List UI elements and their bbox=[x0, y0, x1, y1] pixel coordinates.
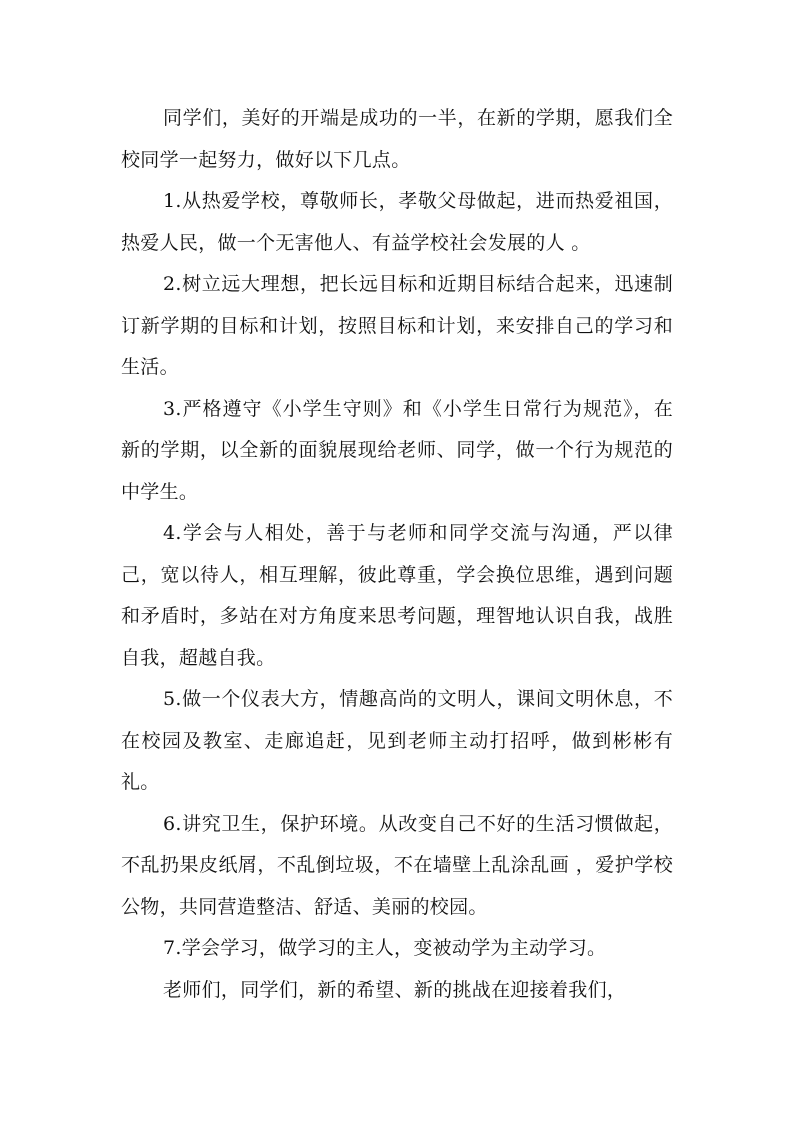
paragraph-point-4: 4.学会与人相处，善于与老师和同学交流与沟通，严以律己，宽以待人，相互理解，彼此尊重，学会换位思维，遇到问题和矛盾时，多站在对方角度来思考问题，理智地认识自我，战胜自我，超越自我。 bbox=[121, 522, 673, 669]
paragraph-point-6: 6.讲究卫生，保护环境。从改变自己不好的生活习惯做起，不乱扔果皮纸屑，不乱倒垃圾，不在墙壁上乱涂乱画 ，爱护学校公物，共同营造整洁、舒适、美丽的校园。 bbox=[121, 812, 673, 918]
paragraph-intro: 同学们，美好的开端是成功的一半，在新的学期，愿我们全校同学一起努力，做好以下几点。 bbox=[121, 107, 673, 171]
paragraph-point-2: 2.树立远大理想，把长远目标和近期目标结合起来，迅速制订新学期的目标和计划，按照目标和计划，来安排自己的学习和生活。 bbox=[121, 273, 673, 378]
paragraph-point-1: 1.从热爱学校，尊敬师长，孝敬父母做起，进而热爱祖国，热爱人民，做一个无害他人、有益学校社会发展的人 。 bbox=[121, 190, 673, 254]
paragraph-point-7: 7.学会学习，做学习的主人，变被动学为主动学习。 bbox=[163, 937, 607, 959]
paragraph-point-5: 5.做一个仪表大方，情趣高尚的文明人，课间文明休息，不在校园及教室、走廊追赶，见到老师主动打招呼，做到彬彬有礼。 bbox=[121, 688, 673, 793]
document-body bbox=[121, 98, 673, 1011]
paragraph-closing: 老师们，同学们，新的希望、新的挑战在迎接着我们， bbox=[163, 978, 627, 1001]
paragraph-point-3: 3.严格遵守《小学生守则》和《小学生日常行为规范》，在新的学期，以全新的面貌展现给老师、同学，做一个行为规范的中学生。 bbox=[121, 397, 673, 503]
